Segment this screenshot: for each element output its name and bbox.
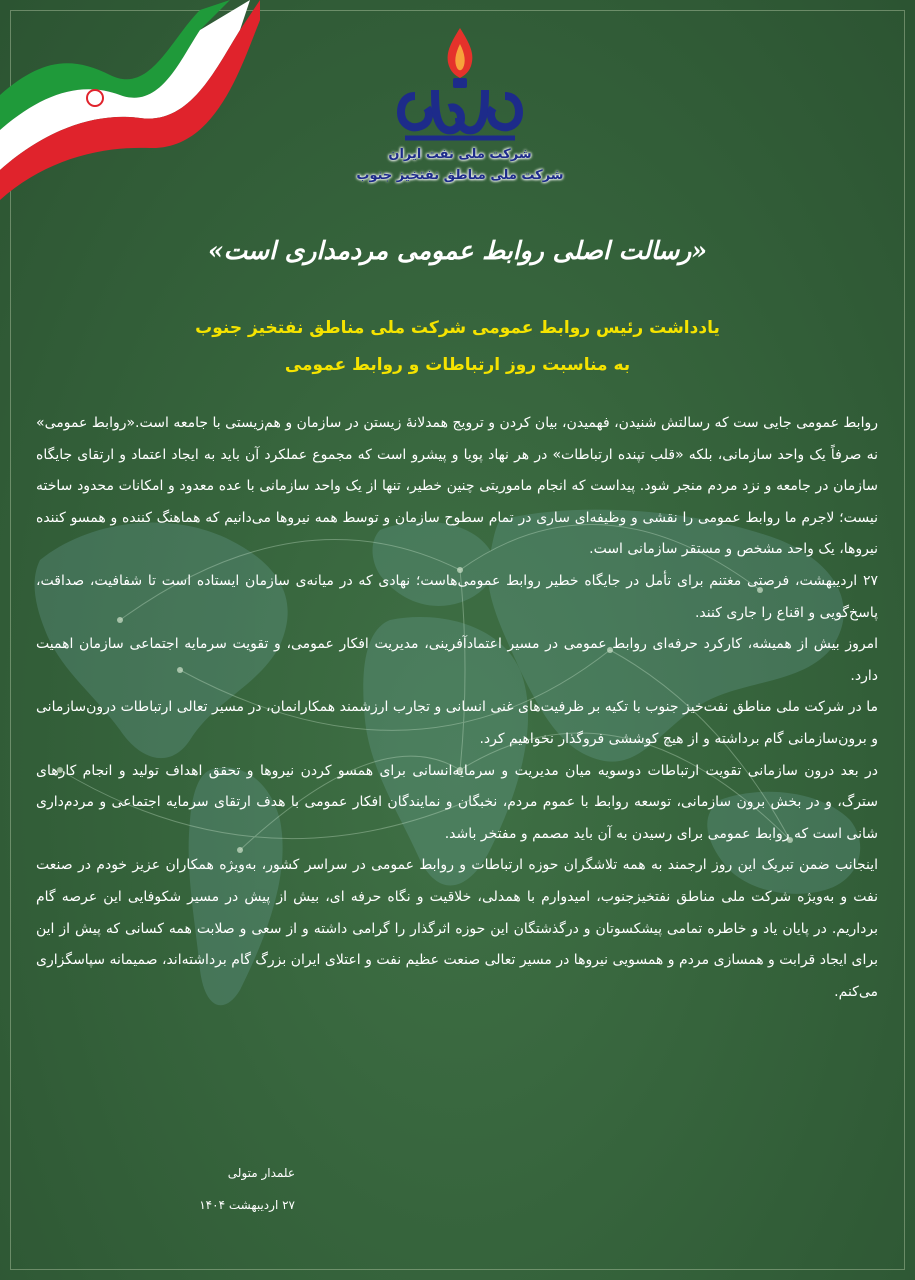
org-name-nioc: شرکت ملی نفت ایران (388, 147, 532, 162)
paragraph: در بعد درون سازمانی تقویت ارتباطات دوسویه میان مدیریت و سرمایه‌انسانی برای همسو کردن نیروها و تحقق اهداف تولید و انجام کارهای سترگ، و در بخش برون سازمانی، توسعه روابط با عموم مردم، نخبگان و نمایندگان افکار عمومی با هدف ارتقای سرمایه اجتماعی و مردم‌داری شانی است که روابط عمومی برای رسیدن به آن باید مصمم و مفتخر باشد. (36, 762, 878, 842)
paragraph: ما در شرکت ملی مناطق نفت‌خیز جنوب با تکیه بر ظرفیت‌های غنی انسانی و تجارب ارزشمند همکارانمان، در مسیر تعالی ارتباطات درون‌سازمانی و برون‌سازمانی گام برداشته و از هیچ کوششی فروگذار نخواهیم کرد. (36, 699, 878, 747)
paragraph: روابط عمومی جایی ست که رسالتش شنیدن، فهمیدن، بیان کردن و ترویج همدلانهٔ زیستن در سازمان و هم‌زیستی با جامعه است.«روابط عمومی» نه صرفاً یک واحد سازمانی، بلکه «قلب تپنده ارتباطات» در هر نهاد پویا و پیشرو است که مجموع عملکرد آن باید به ایجاد اعتماد و ارتقای جایگاه سازمان در جامعه و نزد مردم منجر شود. پیداست که انجام ماموریتی چنین خطیر، تنها از یک واحد سازمانی با عده معدود و امکانات محدود ساخته نیست؛ لاجرم ما روابط عمومی را نقشی و وظیفه‌ای ساری در تمام سطوح سازمان و توسط همه نیروها می‌دانیم که هماهنگ کننده و همسو کننده نیروها، یک واحد مشخص و مستقر سازمانی است. (36, 415, 878, 558)
paragraph: ۲۷ اردیبهشت، فرصتی مغتنم برای تأمل در جایگاه خطیر روابط عمومی‌هاست؛ نهادی که در میانه‌ی سازمان ایستاده است تا شفافیت، صداقت، پاسخ‌گویی و اقناع را جاری کنند. (36, 572, 878, 621)
paragraph: امروز بیش از همیشه، کارکرد حرفه‌ای روابط عمومی در مسیر اعتمادآفرینی، مدیریت افکار عمومی، و تقویت سرمایه اجتماعی سازمان اهمیت دارد. (36, 636, 878, 684)
signature-date: ۲۷ اردیبهشت ۱۴۰۴ (199, 1198, 295, 1212)
note-title: یادداشت رئیس روابط عمومی شرکت ملی مناطق نفتخیز جنوب (195, 318, 720, 338)
iran-flag-icon (0, 0, 260, 200)
note-subtitle: به مناسبت روز ارتباطات و روابط عمومی (284, 355, 631, 375)
org-name-nisoc: شرکت ملی مناطق نفتخیز جنوب (356, 168, 564, 183)
note-body (36, 408, 878, 1008)
nioc-flame-logo-icon (395, 26, 525, 150)
signature-name: علمدار متولی (227, 1166, 295, 1180)
motto-title: «رسالت اصلی روابط عمومی مردمداری است» (207, 236, 707, 265)
paragraph: اینجانب ضمن تبریک این روز ارجمند به همه تلاشگران حوزه ارتباطات و روابط عمومی در سراسر کشور، به‌ویژه همکاران عزیز خودم در صنعت نفت و به‌ویژه شرکت ملی مناطق نفتخیزجنوب، امیدوارم با همدلی، خلاقیت و نگاه حرفه ای، بیش از پیش در مسیر شکوفایی این عرصه گام برداریم. در پایان یاد و خاطره تمامی پیشکسوتان و درگذشتگان این حوزه اثرگذار را گرامی داشته و از سعی و صلابت همه کسانی که پیش از این برای ایجاد قرابت و همسازی مردم و همسویی نیروها در مسیر تعالی صنعت عظیم نفت و اعتلای ایران بزرگ گام برداشته‌اند، صمیمانه سپاسگزاری می‌کنم. (36, 857, 878, 1000)
